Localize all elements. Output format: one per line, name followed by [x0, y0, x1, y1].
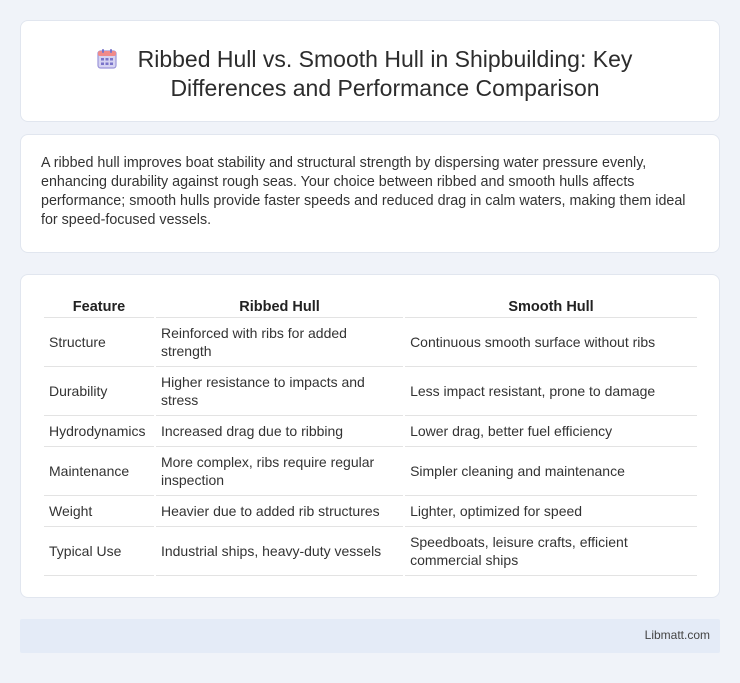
comparison-table	[42, 296, 699, 576]
cell-ribbed: Heavier due to added rib structures	[156, 496, 403, 527]
cell-smooth: Speedboats, leisure crafts, efficient commercial ships	[405, 527, 697, 576]
cell-feature: Structure	[44, 318, 154, 367]
comparison-table-card	[20, 274, 720, 598]
cell-smooth: Simpler cleaning and maintenance	[405, 447, 697, 496]
table-header-row	[44, 296, 697, 318]
table-row	[44, 318, 697, 367]
header-smooth-hull: Smooth Hull	[405, 296, 697, 318]
table-row	[44, 416, 697, 447]
intro-paragraph: A ribbed hull improves boat stability and structural strength by dispersing water pressure evenly, enhancing durability against rough seas. Your choice between ribbed and smooth hulls affects performance; smooth hulls provide faster speeds and reduced drag in calm waters, making them ideal for speed-focused vessels.	[41, 155, 686, 228]
cell-ribbed: Industrial ships, heavy-duty vessels	[156, 527, 403, 576]
table-row	[44, 367, 697, 416]
page-title: Ribbed Hull vs. Smooth Hull in Shipbuilding: Key Differences and Performance Comparison	[137, 46, 633, 101]
header-ribbed-hull: Ribbed Hull	[156, 296, 403, 318]
cell-ribbed: Reinforced with ribs for added strength	[156, 318, 403, 367]
title-card	[20, 20, 720, 122]
intro-card	[20, 134, 720, 253]
header-feature: Feature	[44, 296, 154, 318]
cell-smooth: Lower drag, better fuel efficiency	[405, 416, 697, 447]
cell-feature: Hydrodynamics	[44, 416, 154, 447]
footer	[20, 619, 720, 653]
cell-feature: Typical Use	[44, 527, 154, 576]
cell-ribbed: Higher resistance to impacts and stress	[156, 367, 403, 416]
cell-smooth: Lighter, optimized for speed	[405, 496, 697, 527]
cell-ribbed: Increased drag due to ribbing	[156, 416, 403, 447]
cell-smooth: Continuous smooth surface without ribs	[405, 318, 697, 367]
cell-smooth: Less impact resistant, prone to damage	[405, 367, 697, 416]
table-row	[44, 496, 697, 527]
footer-site-link[interactable]: Libmatt.com	[644, 628, 710, 642]
cell-feature: Weight	[44, 496, 154, 527]
table-row	[44, 447, 697, 496]
cell-feature: Durability	[44, 367, 154, 416]
table-row	[44, 527, 697, 576]
cell-feature: Maintenance	[44, 447, 154, 496]
cell-ribbed: More complex, ribs require regular inspection	[156, 447, 403, 496]
